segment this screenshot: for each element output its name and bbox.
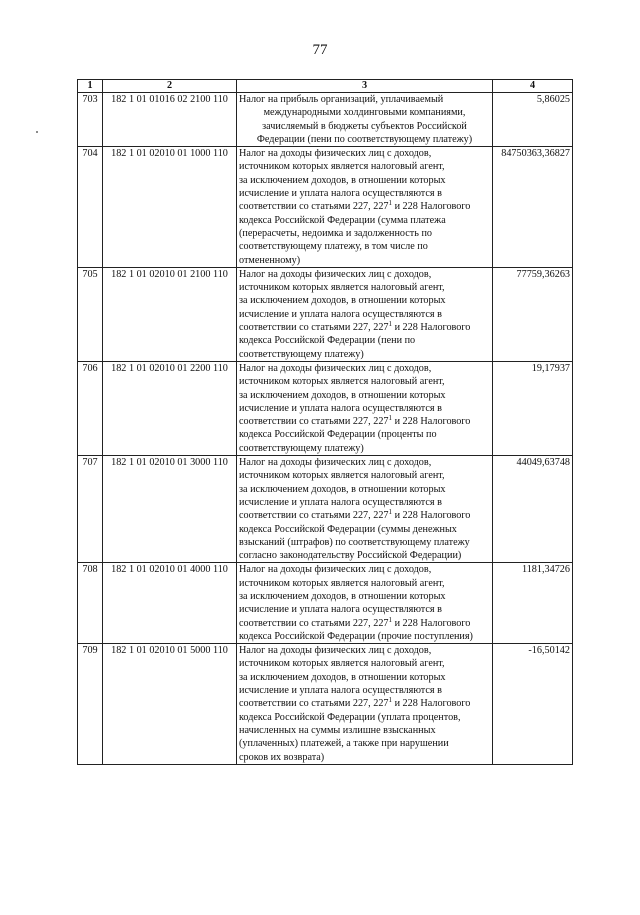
- budget-table: [77, 79, 573, 765]
- table-row: [78, 267, 573, 361]
- description-line: [239, 415, 490, 428]
- description-line: Федерации (пени по соответствующему платежу): [256, 133, 473, 145]
- description-line: [239, 697, 490, 710]
- description-line: исчисление и уплата налога осуществляются в: [239, 402, 442, 414]
- table-row: [78, 361, 573, 455]
- description-line: источником которых является налоговый агент,: [239, 376, 445, 388]
- table-row: [78, 93, 573, 147]
- description-line: отмененному): [239, 254, 301, 266]
- statute-superscript: 1: [388, 509, 393, 517]
- statute-superscript: 1: [388, 697, 393, 705]
- row-amount: 5,86025: [493, 93, 573, 147]
- statute-tail: и 228 Налогового: [392, 201, 471, 213]
- description-line: Налог на доходы физических лиц с доходов,: [239, 645, 432, 657]
- description-line: соответствующему платежу): [239, 348, 364, 360]
- description-line: кодекса Российской Федерации (проценты по: [239, 429, 437, 441]
- row-amount: -16,50142: [493, 644, 573, 765]
- row-description: [237, 563, 493, 644]
- description-line: исчисление и уплата налога осуществляются в: [239, 496, 442, 508]
- statute-tail: и 228 Налогового: [392, 698, 471, 710]
- scan-speck: [36, 131, 38, 133]
- description-line: Налог на доходы физических лиц с доходов,: [239, 457, 432, 469]
- budget-code: 182 1 01 01016 02 2100 110: [103, 93, 237, 147]
- statute-tail: и 228 Налогового: [392, 617, 471, 629]
- statute-superscript: 1: [388, 616, 393, 624]
- description-line: за исключением доходов, в отношении которых: [239, 295, 446, 307]
- header-col-3: 3: [237, 80, 493, 93]
- description-line: за исключением доходов, в отношении которых: [239, 671, 446, 683]
- description-line: исчисление и уплата налога осуществляются в: [239, 188, 442, 200]
- table-row: [78, 563, 573, 644]
- description-line: [239, 509, 490, 522]
- description-line: [239, 200, 490, 213]
- statute-reference: соответствии со статьями 227, 227: [239, 201, 389, 213]
- budget-code: 182 1 01 02010 01 4000 110: [103, 563, 237, 644]
- header-col-4: 4: [493, 80, 573, 93]
- row-amount: 44049,63748: [493, 456, 573, 563]
- description-line: сроков их возврата): [239, 751, 325, 763]
- table-row: [78, 456, 573, 563]
- statute-reference: соответствии со статьями 227, 227: [239, 617, 389, 629]
- row-number: 703: [78, 93, 103, 147]
- statute-reference: соответствии со статьями 227, 227: [239, 698, 389, 710]
- description-line: за исключением доходов, в отношении которых: [239, 590, 446, 602]
- description-line: зачисляемый в бюджеты субъектов Российской: [262, 120, 467, 132]
- description-line: соответствующему платежу): [239, 442, 364, 454]
- description-line: исчисление и уплата налога осуществляются в: [239, 308, 442, 320]
- description-line: кодекса Российской Федерации (прочие поступления): [239, 630, 473, 642]
- description-line: [239, 321, 490, 334]
- table-row: [78, 644, 573, 765]
- description-line: Налог на доходы физических лиц с доходов,: [239, 268, 432, 280]
- statute-superscript: 1: [388, 415, 393, 423]
- row-number: 705: [78, 267, 103, 361]
- row-description: [237, 644, 493, 765]
- page-number: 77: [312, 42, 328, 58]
- header-col-1: 1: [78, 80, 103, 93]
- description-line: взысканий (штрафов) по соответствующему платежу: [239, 536, 470, 548]
- header-col-2: 2: [103, 80, 237, 93]
- row-description: [237, 456, 493, 563]
- statute-superscript: 1: [388, 200, 393, 208]
- statute-reference: соответствии со статьями 227, 227: [239, 322, 389, 334]
- statute-superscript: 1: [388, 321, 393, 329]
- description-line: согласно законодательству Российской Федерации): [239, 550, 462, 562]
- description-line: источником которых является налоговый агент,: [239, 577, 445, 589]
- row-amount: 1181,34726: [493, 563, 573, 644]
- description-line: кодекса Российской Федерации (пени по: [239, 335, 416, 347]
- description-line: источником которых является налоговый агент,: [239, 282, 445, 294]
- row-number: 704: [78, 147, 103, 268]
- description-line: (перерасчеты, недоимка и задолженность по: [239, 227, 432, 239]
- description-line: источником которых является налоговый агент,: [239, 470, 445, 482]
- row-description: [237, 361, 493, 455]
- description-line: Налог на доходы физических лиц с доходов,: [239, 564, 432, 576]
- statute-tail: и 228 Налогового: [392, 322, 471, 334]
- description-line: начисленных на суммы излишне взысканных: [239, 724, 436, 736]
- table-row: [78, 147, 573, 268]
- row-number: 706: [78, 361, 103, 455]
- row-number: 709: [78, 644, 103, 765]
- row-amount: 19,17937: [493, 361, 573, 455]
- table-header-row: [78, 80, 573, 93]
- description-line: международными холдинговыми компаниями,: [263, 107, 466, 119]
- row-amount: 77759,36263: [493, 267, 573, 361]
- description-line: Налог на прибыль организаций, уплачиваемый: [239, 94, 444, 105]
- description-line: исчисление и уплата налога осуществляются в: [239, 604, 442, 616]
- description-line: источником которых является налоговый агент,: [239, 161, 445, 173]
- row-number: 708: [78, 563, 103, 644]
- statute-tail: и 228 Налогового: [392, 416, 471, 428]
- description-line: кодекса Российской Федерации (уплата процентов,: [239, 711, 461, 723]
- statute-reference: соответствии со статьями 227, 227: [239, 510, 389, 522]
- description-line: источником которых является налоговый агент,: [239, 658, 445, 670]
- row-amount: 84750363,36827: [493, 147, 573, 268]
- description-line: Налог на доходы физических лиц с доходов,: [239, 362, 432, 374]
- row-number: 707: [78, 456, 103, 563]
- description-line: за исключением доходов, в отношении которых: [239, 174, 446, 186]
- description-line: за исключением доходов, в отношении которых: [239, 483, 446, 495]
- row-description: [237, 93, 493, 147]
- row-description: [237, 147, 493, 268]
- budget-code: 182 1 01 02010 01 1000 110: [103, 147, 237, 268]
- statute-tail: и 228 Налогового: [392, 510, 471, 522]
- statute-reference: соответствии со статьями 227, 227: [239, 416, 389, 428]
- description-line: за исключением доходов, в отношении которых: [239, 389, 446, 401]
- description-line: Налог на доходы физических лиц с доходов,: [239, 148, 432, 160]
- row-description: [237, 267, 493, 361]
- budget-code: 182 1 01 02010 01 2200 110: [103, 361, 237, 455]
- description-line: кодекса Российской Федерации (суммы денежных: [239, 523, 457, 535]
- budget-code: 182 1 01 02010 01 3000 110: [103, 456, 237, 563]
- description-line: соответствующему платежу, в том числе по: [239, 241, 428, 253]
- description-line: [239, 617, 490, 630]
- description-line: исчисление и уплата налога осуществляются в: [239, 685, 442, 697]
- description-line: (уплаченных) платежей, а также при нарушении: [239, 738, 449, 750]
- budget-code: 182 1 01 02010 01 2100 110: [103, 267, 237, 361]
- budget-code: 182 1 01 02010 01 5000 110: [103, 644, 237, 765]
- description-line: кодекса Российской Федерации (сумма платежа: [239, 214, 446, 226]
